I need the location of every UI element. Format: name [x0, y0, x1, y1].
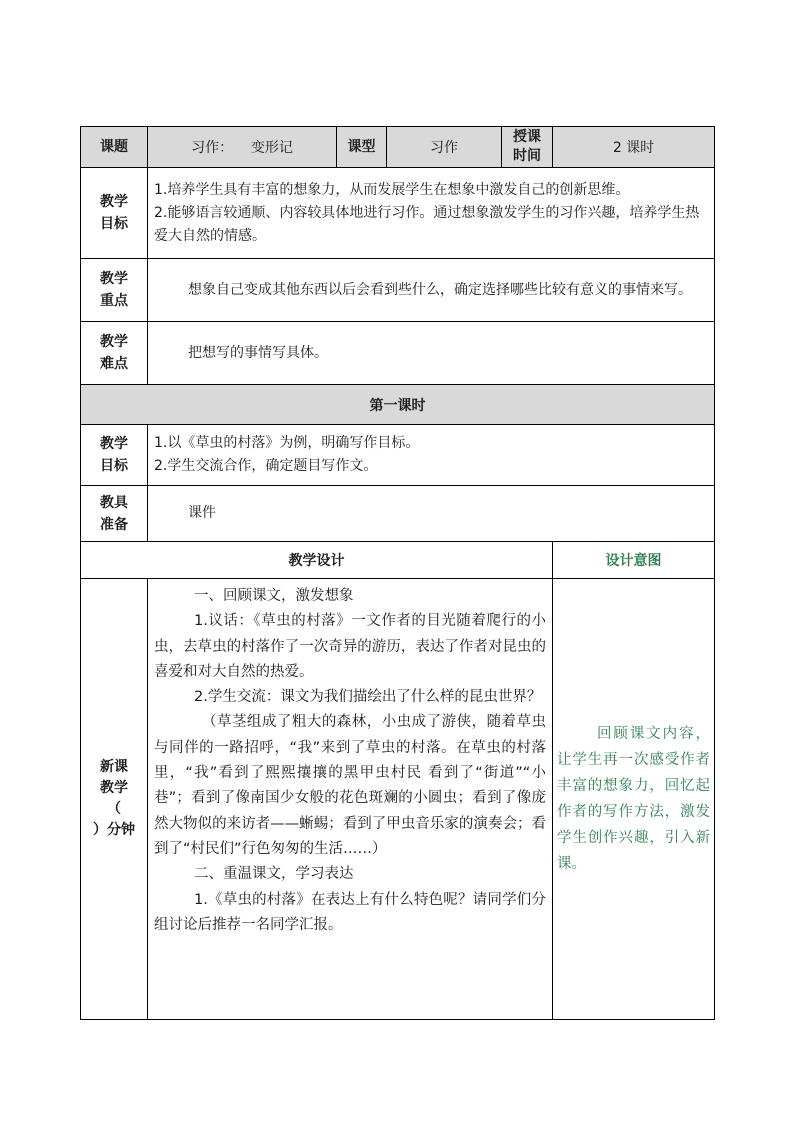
new-lesson-label-line-4: ）分钟 [93, 822, 135, 838]
design-paragraph-1: 1.议话：《草虫的村落》一文作者的目光随着爬行的小虫，去草虫的村落作了一次奇异的游历，表达了作者对昆虫的喜爱和对大自然的热爱。 [154, 613, 546, 680]
design-content [148, 579, 553, 1020]
type-label: 课型 [337, 127, 387, 168]
design-header: 教学设计 [81, 542, 553, 579]
intent-text: 回顾课文内容，让学生再一次感受作者丰富的想象力，回忆起作者的写作方法，激发学生创作兴趣，引入新课。 [557, 726, 711, 872]
lesson1-goals-label [81, 425, 148, 486]
goals-row [81, 168, 715, 259]
intent-content [553, 579, 715, 1020]
difficulties-label [81, 322, 148, 385]
lesson1-goal-1: 1.以《草虫的村落》为例，明确写作目标。 [154, 435, 420, 451]
lesson1-goals-label-line-2: 目标 [100, 458, 128, 474]
lesson1-goal-2: 2.学生交流合作，确定题目写作文。 [154, 458, 378, 474]
goal-item-2: 2.能够语言较通顺、内容较具体地进行习作。通过想象激发学生的习作兴趣，培养学生热爱大自然的情感。 [154, 204, 700, 244]
difficulties-label-line-2: 难点 [100, 356, 128, 372]
goals-label-line-2: 目标 [100, 216, 128, 232]
lesson1-title-row [81, 385, 715, 425]
new-lesson-label [81, 579, 148, 1020]
key-points-row [81, 259, 715, 322]
lesson1-title: 第一课时 [81, 385, 715, 425]
type-value: 习作 [387, 127, 502, 168]
design-heading-2: 二、重温课文，学习表达 [194, 866, 354, 883]
time-label-line-1: 授课 [513, 129, 541, 145]
design-paragraph-4: 1.《草虫的村落》在表达上有什么特色呢？请同学们分组讨论后推荐一名同学汇报。 [154, 891, 546, 933]
key-points-label [81, 259, 148, 322]
new-lesson-label-line-3: （ [107, 801, 121, 817]
design-paragraph-2: 2.学生交流：课文为我们描绘出了什么样的昆虫世界？ [194, 689, 542, 706]
time-label [502, 127, 553, 168]
key-points-content [148, 259, 715, 322]
goal-item-1: 1.培养学生具有丰富的想象力，从而发展学生在想象中激发自己的创新思维。 [154, 181, 630, 198]
time-label-line-2: 时间 [513, 148, 541, 164]
topic-label: 课题 [81, 127, 148, 168]
design-header-row [81, 542, 715, 579]
lesson1-goals-content [148, 425, 715, 486]
key-points-label-line-2: 重点 [100, 293, 128, 309]
lesson1-goals-row [81, 425, 715, 486]
tools-row [81, 486, 715, 542]
new-lesson-label-line-1: 新课 [100, 759, 128, 775]
difficulties-row [81, 322, 715, 385]
key-points-text: 想象自己变成其他东西以后会看到些什么，确定选择哪些比较有意义的事情来写。 [188, 281, 692, 298]
goals-label-line-1: 教学 [100, 194, 128, 210]
lesson1-goals-label-line-1: 教学 [100, 436, 128, 452]
tools-label-line-2: 准备 [100, 516, 128, 533]
lesson-plan-table [80, 126, 715, 1020]
tools-value: 课件 [148, 486, 715, 542]
difficulties-content: 把想写的事情写具体。 [148, 322, 715, 385]
design-heading-1: 一、回顾课文，激发想象 [194, 588, 354, 604]
difficulties-label-line-1: 教学 [100, 334, 128, 350]
key-points-label-line-1: 教学 [100, 271, 128, 287]
goals-label [81, 168, 148, 259]
intent-header: 设计意图 [553, 542, 715, 579]
topic-value: 习作： 变形记 [148, 127, 337, 168]
design-paragraph-3: （草茎组成了粗大的森林，小虫成了游侠，随着草虫与同伴的一路招呼，“我”来到了草虫的村落。在草虫的村落里，“我”看到了熙熙攘攘的黑甲虫村民 看到了“街道”“小巷”；看到了像南国少女般的花色斑斓的小圆虫；看到了像庞然大物似的来访者——蜥蜴；看到了甲虫音乐家的演奏会；看到了“村民们”行色匆匆的生活……） [154, 714, 546, 857]
header-row [81, 127, 715, 168]
goals-content [148, 168, 715, 259]
new-lesson-label-line-2: 教学 [100, 780, 128, 796]
tools-label [81, 486, 148, 542]
tools-label-line-1: 教具 [100, 494, 128, 511]
new-lesson-row [81, 579, 715, 1020]
time-value: 2 课时 [553, 127, 715, 168]
